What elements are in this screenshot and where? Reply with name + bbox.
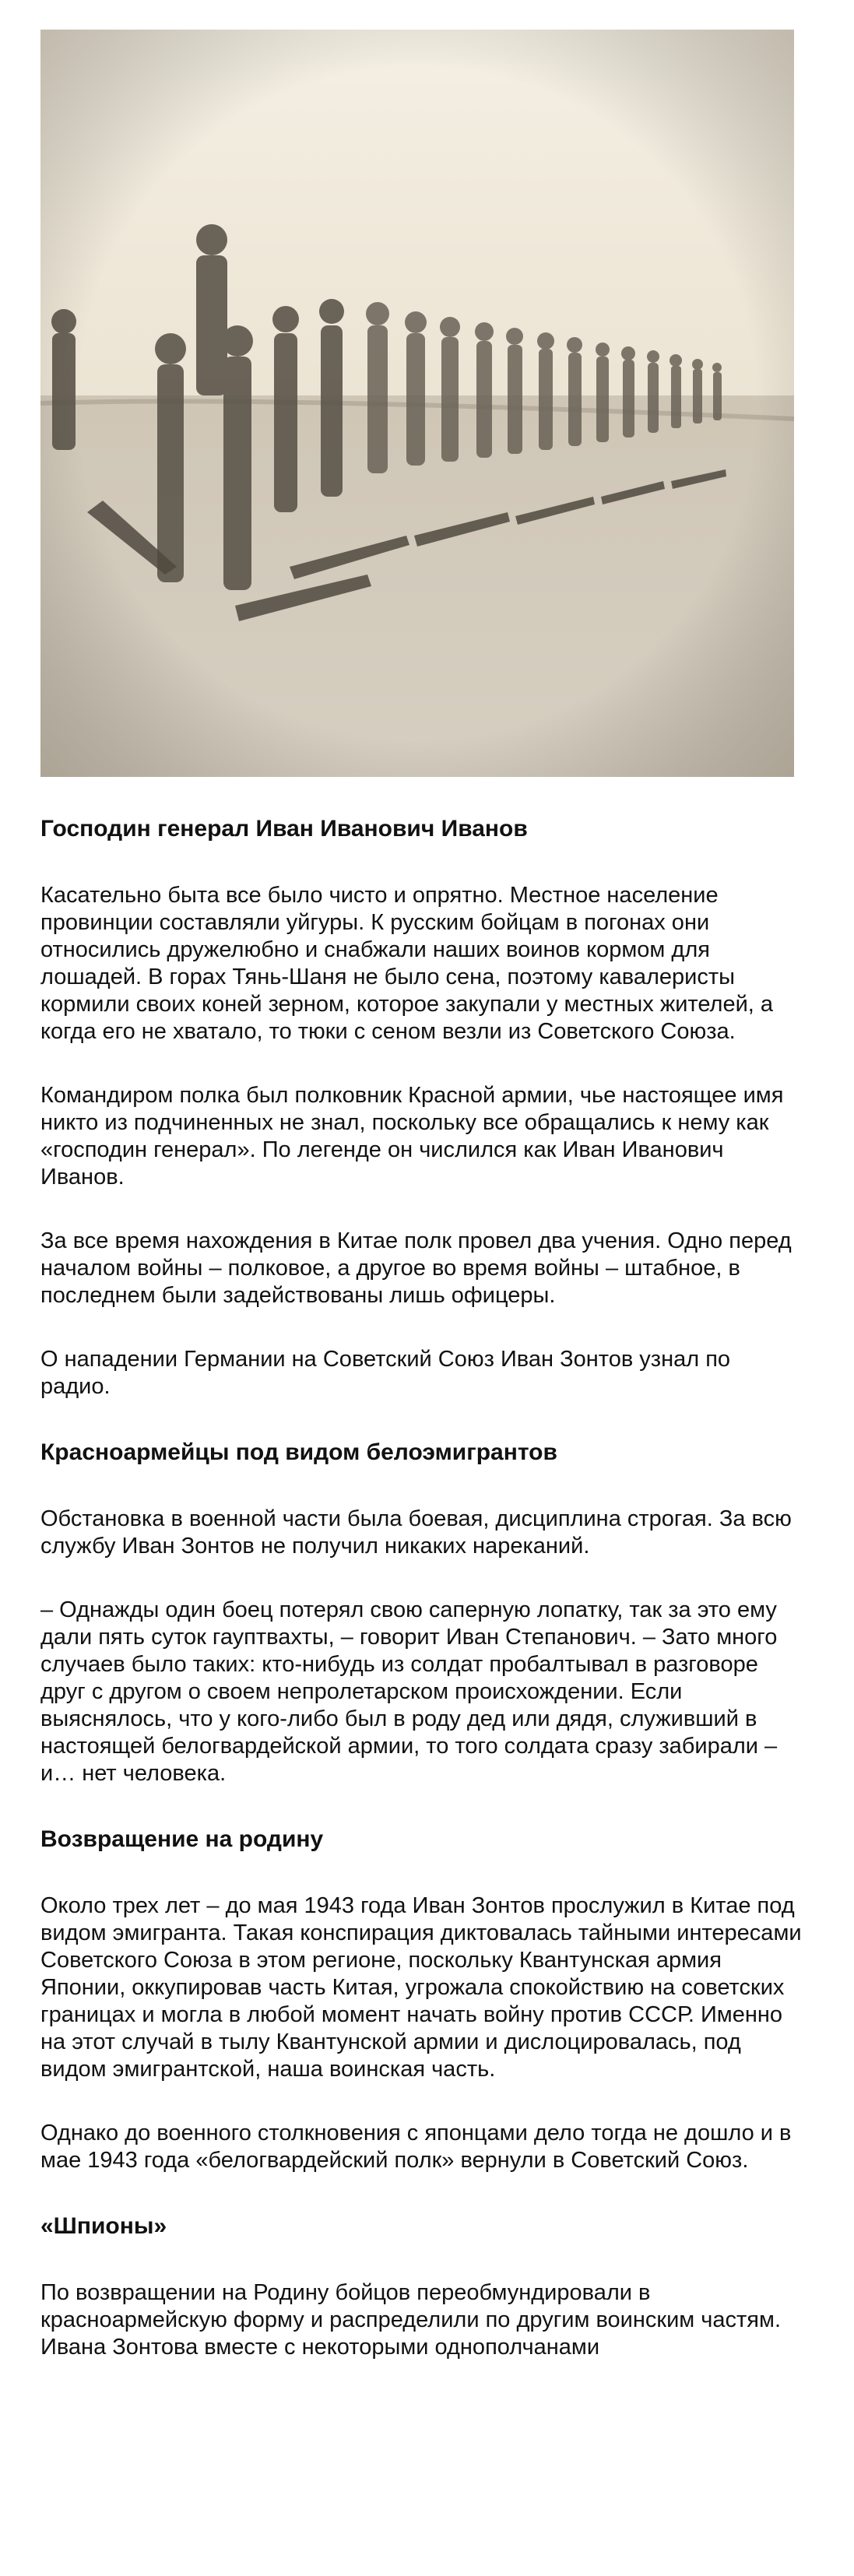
historical-photo (40, 30, 794, 777)
paragraph: О нападении Германии на Советский Союз Иван Зонтов узнал по радио. (40, 1347, 731, 1399)
paragraph: Командиром полка был полковник Красной армии, чье настоящее имя никто из подчиненных не знал, поскольку все обращались к нему как «господин генерал». По легенде он числился как Иван Иванович Иванов. (40, 1083, 784, 1190)
section-heading-return: Возвращение на родину (40, 1826, 324, 1852)
paragraph: Около трех лет – до мая 1943 года Иван Зонтов прослужил в Китае под видом эмигранта. Такая конспирация диктовалась тайными интересами Советского Союза в этом регионе, поскольку Квантунская армия Японии, оккупировав часть Китая, угрожала спокойствию на советских границах и могла в любой момент начать войну против СССР. Именно на этот случай в тылу Квантунской армии и дислоцировалась, под видом эмигрантской, наша воинская часть. (40, 1893, 802, 2082)
paragraph: За все время нахождения в Китае полк провел два учения. Одно перед началом войны – полковое, а другое во время войны – штабное, в последнем были задействованы лишь офицеры. (40, 1228, 792, 1308)
paragraph: Касательно быта все было чисто и опрятно. Местное население провинции составляли уйгуры. К русским бойцам в погонах они относились дружелюбно и снабжали наших воинов кормом для лошадей. В горах Тянь-Шаня не было сена, поэтому кавалеристы кормили своих коней зерном, которое закупали у местных жителей, а когда его не хватало, то тюки с сеном везли из Советского Союза. (40, 883, 774, 1044)
paragraph: По возвращении на Родину бойцов переобмундировали в красноармейскую форму и распределили по другим воинским частям. Ивана Зонтова вместе с некоторыми однополчанами (40, 2280, 781, 2360)
soldiers-exercise-photo-icon (40, 30, 794, 777)
section-heading-spies: «Шпионы» (40, 2213, 167, 2239)
article-body (40, 814, 803, 2398)
section-heading-general: Господин генерал Иван Иванович Иванов (40, 816, 528, 842)
paragraph: Однако до военного столкновения с японцами дело тогда не дошло и в мае 1943 года «белогвардейский полк» вернули в Советский Союз. (40, 2121, 792, 2173)
paragraph: – Однажды один боец потерял свою саперную лопатку, так за это ему дали пять суток гауптвахты, – говорит Иван Степанович. – Зато много случаев было таких: кто-нибудь из солдат пробалтывал в разговоре друг с другом о своем непролетарском происхождении. Если выяснялось, что у кого-либо был в роду дед или дядя, служивший в настоящей белогвардейской армии, то того солдата сразу забирали – и… нет человека. (40, 1597, 778, 1786)
section-heading-red-army: Красноармейцы под видом белоэмигрантов (40, 1439, 557, 1465)
paragraph: Обстановка в военной части была боевая, дисциплина строгая. За всю службу Иван Зонтов не получил никаких нареканий. (40, 1506, 792, 1559)
